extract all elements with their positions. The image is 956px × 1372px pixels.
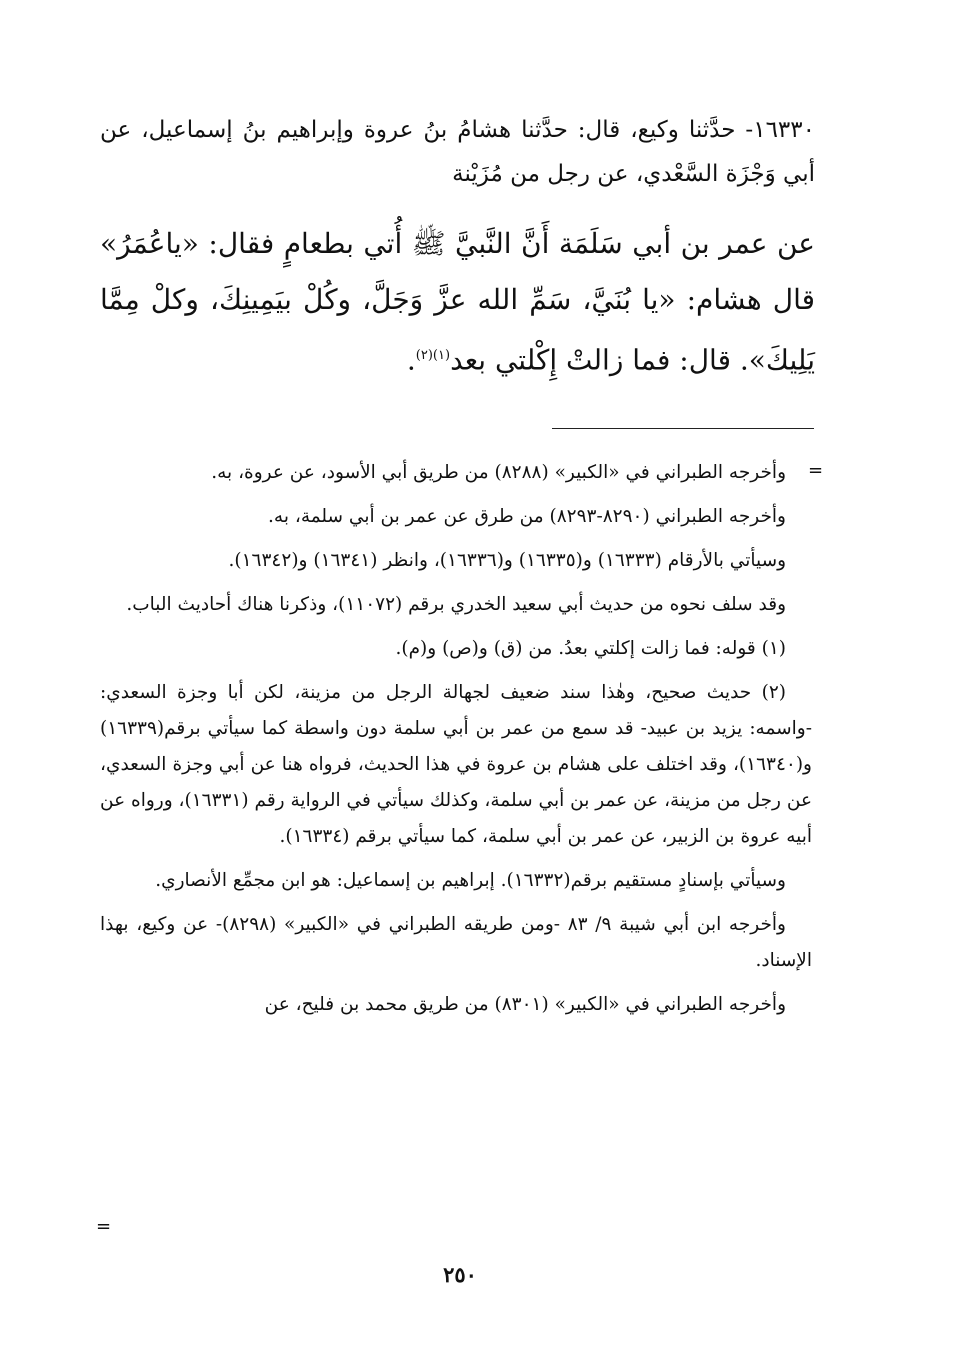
footnote-paragraph: وسيأتي بإسنادٍ مستقيم برقم(١٦٣٣٢). إبراهيم بن إسماعيل: هو ابن مجمِّع الأنصاري. — [155, 870, 786, 891]
page-number: ٢٥٠ — [443, 1262, 477, 1287]
footnote-refs: (١)(٢) — [415, 348, 451, 363]
footnote-2: (٢) حديث صحيح، وهٰذا سند ضعيف لجهالة الرجل من مزينة، لكن أبا وجزة السعدي: -واسمه: يزيد بن عبيد- قد سمع من عمر بن أبي سلمة دون واسطة كما سيأتي برقم(١٦٣٣٩) و(١٦٣٤٠)، وقد اختلف على هشام بن عروة في هذا الحديث، فرواه هنا عن أبي وجزة السعدي، عن رجل من مزينة، عن عمر بن أبي سلمة، وكذلك سيأتي في الرواية رقم (١٦٣٣١)، ورواه عن أبيه عروة بن الزبير، عن عمر بن أبي سلمة، كما سيأتي برقم (١٦٣٣٤). — [100, 682, 812, 847]
footnote-paragraph: وأخرجه الطبراني في «الكبير» (٨٢٨٨) من طريق أبي الأسود، عن عروة، به. — [211, 462, 786, 483]
continues-on-marker: = — [96, 1216, 112, 1237]
footnote-paragraph: وسيأتي بالأرقام (١٦٣٣٣) و(١٦٣٣٥) و(١٦٣٣٦)، وانظر (١٦٣٤١) و(١٦٣٤٢). — [228, 550, 786, 571]
continued-from-marker: = — [808, 460, 824, 481]
footnote-paragraph: وأخرجه الطبراني (٨٢٩٠-٨٢٩٣) من طرق عن عمر بن أبي سلمة، به. — [268, 506, 786, 527]
hadith-matn — [100, 216, 815, 388]
hadith-matn-text: عن عمر بن أبي سَلَمَة أَنَّ النَّبيَّ ﷺ أُتي بطعامٍ فقال: «ياعُمَرُ» قال هشام: «يا بُنَيَّ، سَمِّ الله عزَّ وَجَلَّ، وكُلْ بيَمِينِكَ، وكلْ مِمَّا يَلِيكَ». قال: فما زالتْ إِكْلتي بعد — [100, 227, 815, 377]
hadith-matn-end: . — [406, 343, 416, 377]
hadith-isnad: ١٦٣٣٠- حدَّثنا وكيع، قال: حدَّثنا هشامُ بنُ عروة وإبراهيم بنُ إسماعيل، عن أبي وَجْزَة السَّعْدي، عن رجل من مُزَيْنة — [100, 117, 815, 187]
footnote-paragraph: وقد سلف نحوه من حديث أبي سعيد الخدري برقم (١١٠٧٢)، وذكرنا هناك أحاديث الباب. — [126, 594, 786, 615]
footnotes — [100, 455, 812, 1031]
footnote-paragraph: وأخرجه الطبراني في «الكبير» (٨٣٠١) من طريق محمد بن فليح، عن — [264, 994, 786, 1015]
footnote-1: (١) قوله: فما زالت إكلتي بعدُ. من (ق) و(ص) و(م). — [395, 638, 786, 659]
footnote-paragraph: وأخرجه ابن أبي شيبة ٩/ ٨٣ -ومن طريقه الطبراني في «الكبير» (٨٢٩٨)- عن وكيع، بهذا الإسناد. — [100, 914, 812, 971]
footnote-separator — [552, 428, 814, 429]
